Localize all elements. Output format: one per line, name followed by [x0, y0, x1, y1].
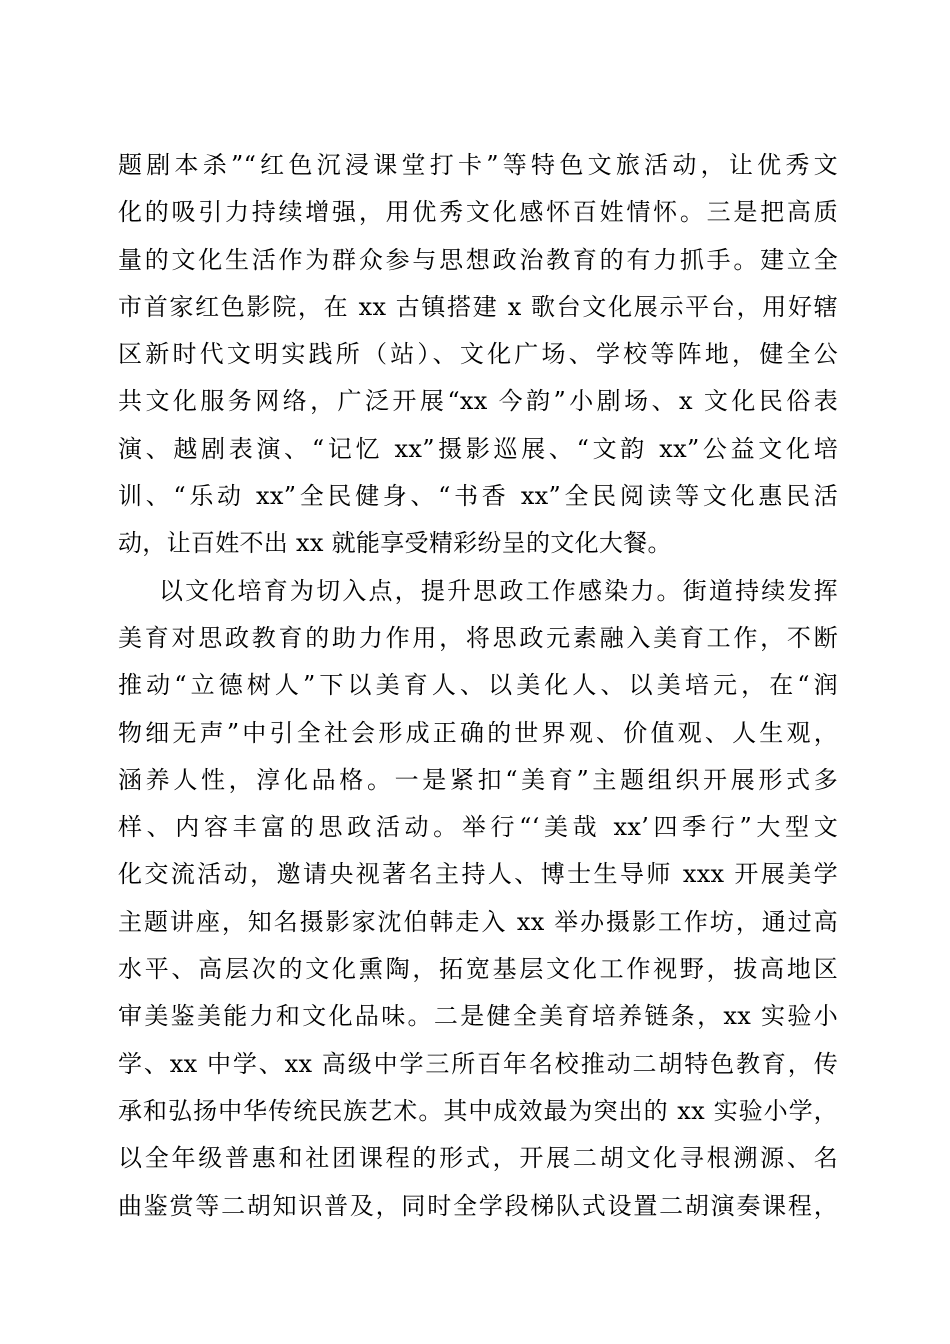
- text-line: 以全年级普惠和社团课程的形式，开展二胡文化寻根溯源、名: [118, 1144, 838, 1173]
- text-line: 曲鉴赏等二胡知识普及，同时全学段梯队式设置二胡演奏课程，: [118, 1191, 838, 1220]
- paragraph-end-line: 动，让百姓不出 xx 就能享受精彩纷呈的文化大餐。: [118, 529, 672, 558]
- text-line: 涵养人性，淳化品格。一是紧扣“美育”主题组织开展形式多: [118, 765, 838, 794]
- text-line: 审美鉴美能力和文化品味。二是健全美育培养链条，xx 实验小: [118, 1002, 838, 1031]
- text-line: 训、“乐动 xx”全民健身、“书香 xx”全民阅读等文化惠民活: [118, 482, 838, 511]
- text-line: 承和弘扬中华传统民族艺术。其中成效最为突出的 xx 实验小学，: [118, 1096, 838, 1125]
- text-line: 题剧本杀”“红色沉浸课堂打卡”等特色文旅活动，让优秀文: [118, 151, 838, 179]
- paragraph-start-line: 以文化培育为切入点，提升思政工作感染力。街道持续发挥: [159, 576, 838, 605]
- text-line: 主题讲座，知名摄影家沈伯韩走入 xx 举办摄影工作坊，通过高: [118, 907, 838, 936]
- text-line: 美育对思政教育的助力作用，将思政元素融入美育工作，不断: [118, 623, 838, 652]
- text-line: 化的吸引力持续增强，用优秀文化感怀百姓情怀。三是把高质: [118, 198, 838, 227]
- text-line: 化交流活动，邀请央视著名主持人、博士生导师 xxx 开展美学: [118, 860, 838, 889]
- text-line: 学、xx 中学、xx 高级中学三所百年名校推动二胡特色教育，传: [118, 1049, 838, 1078]
- text-line: 水平、高层次的文化熏陶，拓宽基层文化工作视野，拔高地区: [118, 955, 838, 984]
- text-line: 样、内容丰富的思政活动。举行“‘美哉 xx’四季行”大型文: [118, 813, 838, 842]
- text-line: 区新时代文明实践所（站）、文化广场、学校等阵地，健全公: [118, 340, 838, 369]
- text-line: 量的文化生活作为群众参与思想政治教育的有力抓手。建立全: [118, 245, 838, 274]
- text-line: 推动“立德树人”下以美育人、以美化人、以美培元，在“润: [118, 671, 838, 700]
- text-line: 共文化服务网络，广泛开展“xx 今韵”小剧场、x 文化民俗表: [118, 387, 838, 416]
- text-line: 演、越剧表演、“记忆 xx”摄影巡展、“文韵 xx”公益文化培: [118, 434, 838, 463]
- text-line: 市首家红色影院，在 xx 古镇搭建 x 歌台文化展示平台，用好辖: [118, 292, 838, 321]
- body-text: [118, 142, 838, 1230]
- text-line: 物细无声”中引全社会形成正确的世界观、价值观、人生观，: [118, 718, 838, 747]
